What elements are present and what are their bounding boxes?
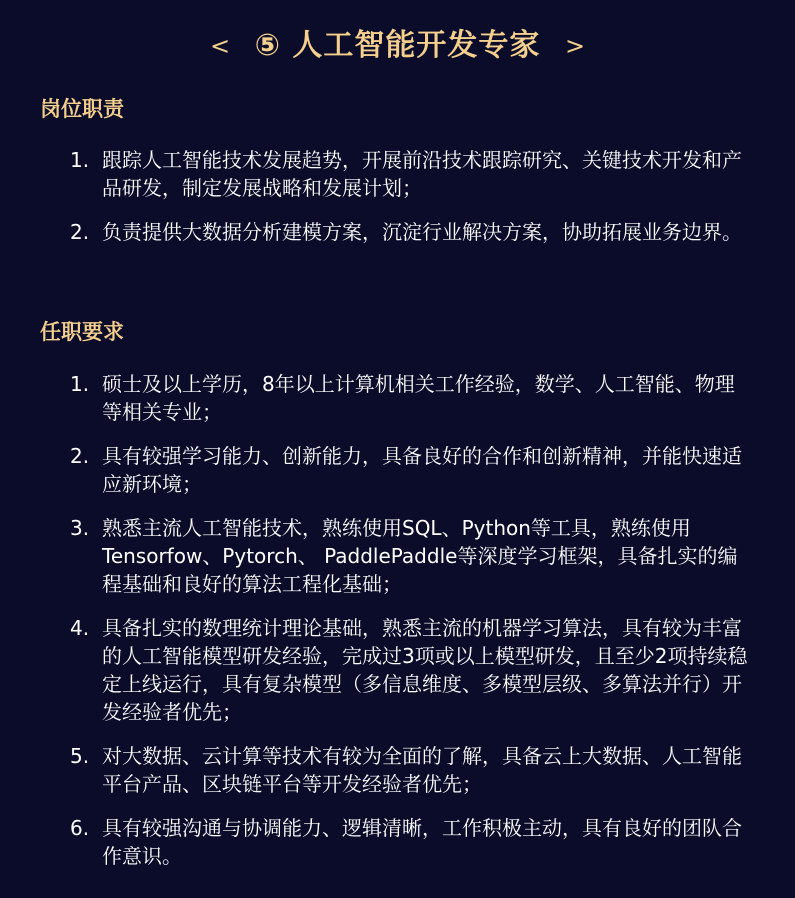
list-item	[70, 218, 750, 246]
requirements-heading: 任职要求	[40, 320, 124, 344]
item-number: 2.	[70, 220, 90, 244]
list-item	[70, 814, 750, 870]
list-item	[70, 442, 750, 498]
item-number: 5.	[70, 744, 90, 768]
next-arrow-button[interactable]: >	[565, 32, 586, 60]
item-number: 1.	[70, 148, 90, 172]
item-number: 2.	[70, 444, 90, 468]
list-item	[70, 146, 750, 202]
item-text: 具备扎实的数理统计理论基础，熟悉主流的机器学习算法，具有较为丰富的人工智能模型研发经验，完成过3项或以上模型研发，且至少2项持续稳定上线运行，具有复杂模型（多信息维度、多模型层级、多算法并行）开发经验者优先；	[102, 616, 748, 724]
page-title: ⑤ 人工智能开发专家	[254, 28, 541, 63]
responsibilities-heading: 岗位职责	[40, 97, 124, 121]
item-text: 具有较强学习能力、创新能力，具备良好的合作和创新精神，并能快速适应新环境；	[102, 444, 742, 496]
requirements-list	[70, 370, 750, 886]
page-header	[0, 24, 795, 70]
responsibilities-list	[70, 146, 750, 262]
item-text: 熟悉主流人工智能技术，熟练使用SQL、Python等工具，熟练使用 Tensorfow、Pytorch、 PaddlePaddle等深度学习框架，具备扎实的编程基础和良好的算法工程化基础；	[102, 516, 738, 596]
list-item	[70, 742, 750, 798]
item-text: 跟踪人工智能技术发展趋势，开展前沿技术跟踪研究、关键技术开发和产品研发，制定发展战略和发展计划；	[102, 148, 742, 200]
item-number: 3.	[70, 516, 90, 540]
item-text: 对大数据、云计算等技术有较为全面的了解，具备云上大数据、人工智能平台产品、区块链平台等开发经验者优先；	[102, 744, 742, 796]
item-text: 具有较强沟通与协调能力、逻辑清晰，工作积极主动，具有良好的团队合作意识。	[102, 816, 742, 868]
list-item	[70, 370, 750, 426]
item-text: 负责提供大数据分析建模方案，沉淀行业解决方案，协助拓展业务边界。	[102, 220, 742, 244]
item-number: 4.	[70, 616, 90, 640]
item-number: 6.	[70, 816, 90, 840]
list-item	[70, 514, 750, 598]
prev-arrow-button[interactable]: <	[210, 32, 231, 60]
item-text: 硕士及以上学历，8年以上计算机相关工作经验，数学、人工智能、物理等相关专业；	[102, 372, 735, 424]
list-item	[70, 614, 750, 726]
item-number: 1.	[70, 372, 90, 396]
